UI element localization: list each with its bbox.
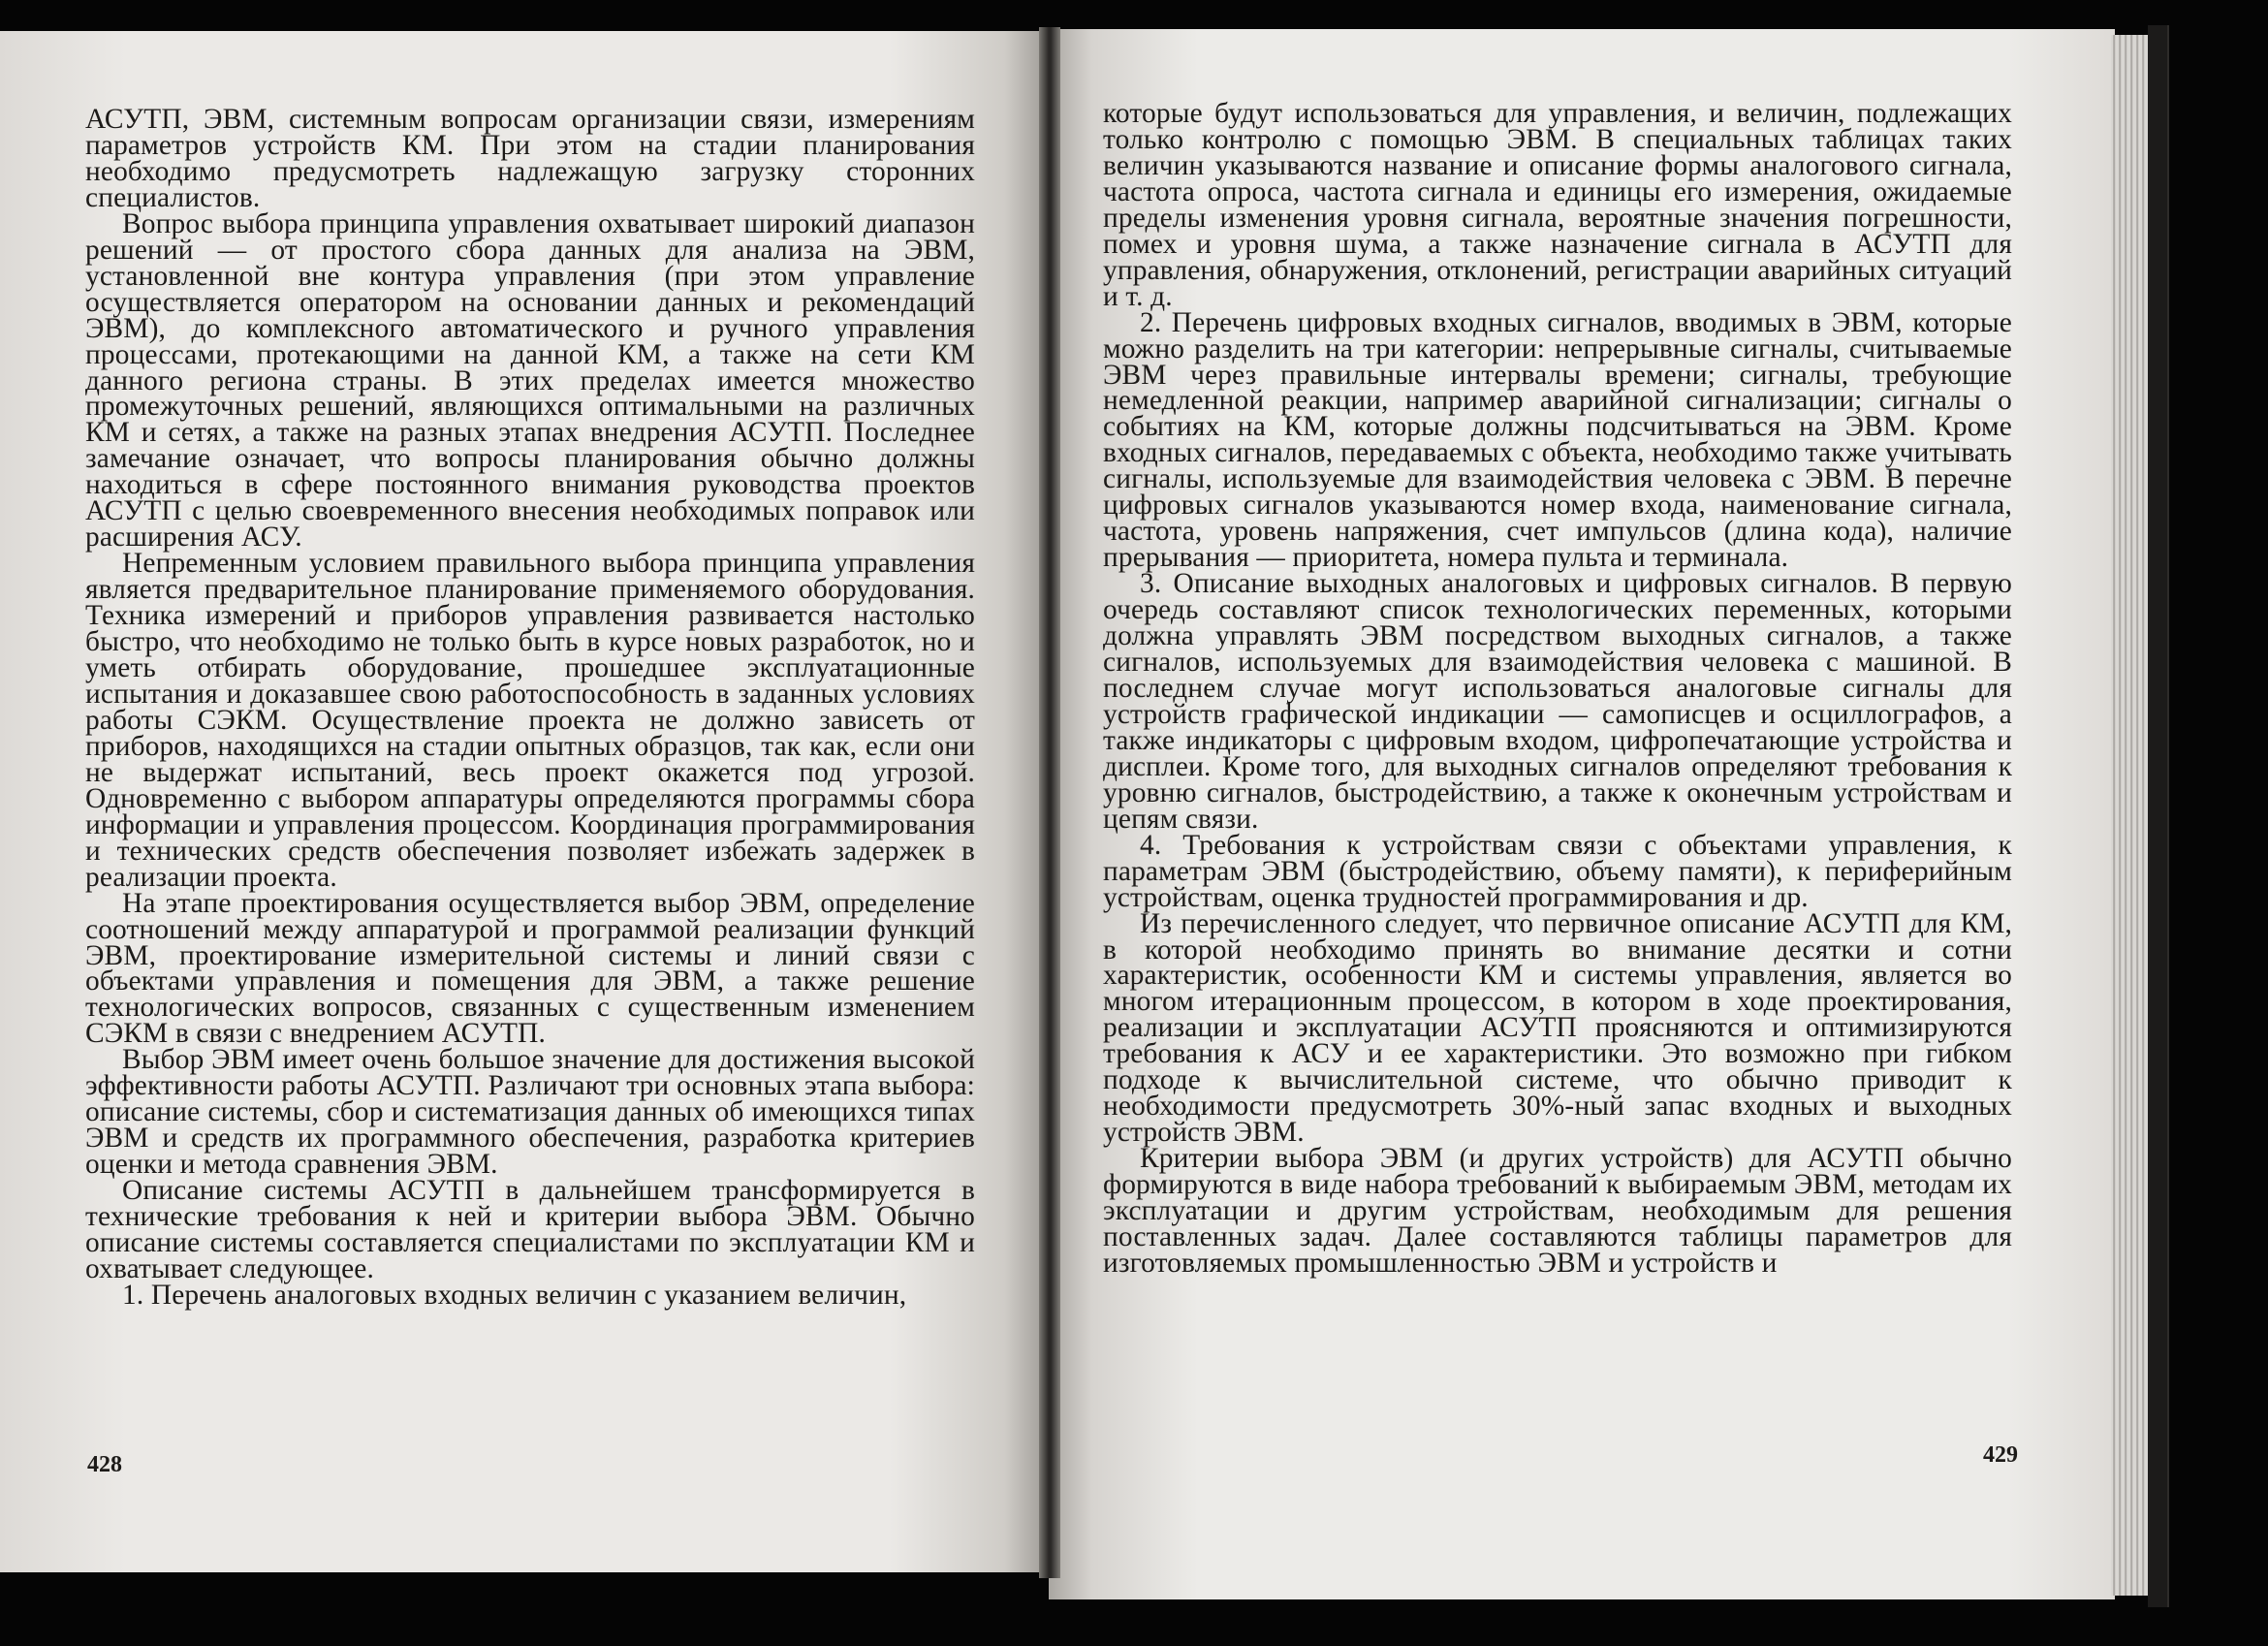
right-paragraph: Из перечисленного следует, что первичное описание АСУТП для КМ, в которой необходимо принять во внимание десятки и сотни характеристик, особенности КМ и системы управления, является во многом итерационным процессом, в котором в ходе проектирования, реализации и эксплуатации АСУТП проясняются и оптимизируются требования к АСУ и ее характеристики. Это возможно при гибком подходе к вычислительной системе, что обычно приводит к необходимости предусмотреть 30%-ный запас входных и выходных устройств ЭВМ. — [1103, 907, 2012, 1149]
left-paragraph: Непременным условием правильного выбора принципа управления является предварительное планирование применяемого оборудования. Техника измерений и приборов управления развивается настолько быстро, что необходимо не только быть в курсе новых разработок, но и уметь отбирать оборудование, прошедшее эксплуатационные испытания и доказавшее свою работоспособность в заданных условиях работы СЭКМ. Осуществление проекта не должно зависеть от приборов, находящихся на стадии опытных образцов, так как, если они не выдержат испытаний, весь проект окажется под угрозой. Одновременно с выбором аппаратуры определяются программы сбора информации и управления процессом. Координация программирования и технических средств обеспечения позволяет избежать задержек в реализации проекта. — [85, 548, 975, 893]
book-gutter — [1039, 27, 1060, 1578]
left-paragraph: Вопрос выбора принципа управления охватывает широкий диапазон решений — от простого сбора данных для анализа на ЭВМ, установленной вне контура управления (при этом управление осуществляется оператором на основании данных и рекомендаций ЭВМ), до комплексного автоматического и ручного управления процессами, протекающими на данной КМ, а также на сети КМ данного региона страны. В этих пределах имеется множество промежуточных решений, являющихся оптимальными на различных КМ и сетях, а также на разных этапах внедрения АСУТП. Последнее замечание означает, что вопросы планирования обычно должны находиться в сфере постоянного внимания руководства проектов АСУТП с целью своевременного внесения необходимых поправок или расширения АСУ. — [85, 207, 975, 554]
book-cover-edge — [2148, 25, 2169, 1607]
left-page-number: 428 — [87, 1452, 122, 1477]
left-paragraph: 1. Перечень аналоговых входных величин с указанием величин, — [122, 1279, 907, 1311]
page-edges — [2111, 35, 2150, 1596]
right-page-number: 429 — [1983, 1442, 2018, 1468]
left-paragraph: Выбор ЭВМ имеет очень большое значение для достижения высокой эффективности работы АСУТП. Различают три основных этапа выбора: описание системы, сбор и систематизация данных об имеющихся типах ЭВМ и средств их программного обеспечения, разработка критериев оценки и метода сравнения ЭВМ. — [85, 1044, 975, 1181]
right-paragraph: 4. Требования к устройствам связи с объектами управления, к параметрам ЭВМ (быстродействию, объему памяти), к периферийным устройствам, оценка трудностей программирования и др. — [1103, 829, 2012, 913]
left-paragraph: Описание системы АСУТП в дальнейшем трансформируется в технические требования к ней и критерии выбора ЭВМ. Обычно описание системы составляется специалистами по эксплуатации КМ и охватывает следующее. — [85, 1175, 975, 1284]
left-page-text — [85, 104, 975, 1311]
left-paragraph: На этапе проектирования осуществляется выбор ЭВМ, определение соотношений между аппаратурой и программой реализации функций ЭВМ, проектирование измерительной системы и линий связи с объектами управления и помещения для ЭВМ, а также решение технологических вопросов, связанных с существенным изменением СЭКМ в связи с внедрением АСУТП. — [85, 887, 975, 1050]
right-paragraph: 3. Описание выходных аналоговых и цифровых сигналов. В первую очередь составляют список технологических переменных, которыми должна управлять ЭВМ посредством выходных сигналов, а также сигналов, используемых для взаимодействия человека с машиной. В последнем случае могут использоваться аналоговые сигналы для устройств графической индикации — самописцев и осциллографов, а также индикаторы с цифровым входом, цифропечатающие устройства и дисплеи. Кроме того, для выходных сигналов определяют требования к уровню сигналов, быстродействию, а также к оконечным устройствам и цепям связи. — [1103, 568, 2012, 835]
right-paragraph: 2. Перечень цифровых входных сигналов, вводимых в ЭВМ, которые можно разделить на три категории: непрерывные сигналы, считываемые ЭВМ через правильные интервалы времени; сигналы, требующие немедленной реакции, например аварийной сигнализации; сигналы о событиях на КМ, которые должны подсчитываться на ЭВМ. Кроме входных сигналов, передаваемых с объекта, необходимо также учитывать сигналы, используемые для взаимодействия человека с ЭВМ. В перечне цифровых сигналов указываются номер входа, наименование сигнала, частота, уровень напряжения, счет импульсов (длина кода), наличие прерывания — приоритета, номера пульта и терминала. — [1103, 306, 2012, 574]
left-paragraph: АСУТП, ЭВМ, системным вопросам организации связи, измерениям параметров устройств КМ. При этом на стадии планирования необходимо предусмотреть надлежащую загрузку сторонних специалистов. — [85, 104, 975, 213]
right-paragraph: Критерии выбора ЭВМ (и других устройств) для АСУТП обычно формируются в виде набора требований к выбираемым ЭВМ, методам их эксплуатации и другим устройствам, необходимым для решения поставленных задач. Далее составляются таблицы параметров для изготовляемых промышленностью ЭВМ и устройств и — [1103, 1143, 2012, 1279]
right-paragraph: которые будут использоваться для управления, и величин, подлежащих только контролю с помощью ЭВМ. В специальных таблицах таких величин указываются название и описание формы аналогового сигнала, частота опроса, частота сигнала и единицы его измерения, ожидаемые пределы изменения уровня сигнала, вероятные значения погрешности, помех и уровня шума, а также назначение сигнала в АСУТП для управления, обнаружения, отклонений, регистрации аварийных ситуаций и т. д. — [1103, 98, 2012, 312]
right-page-text — [1103, 98, 2012, 1279]
